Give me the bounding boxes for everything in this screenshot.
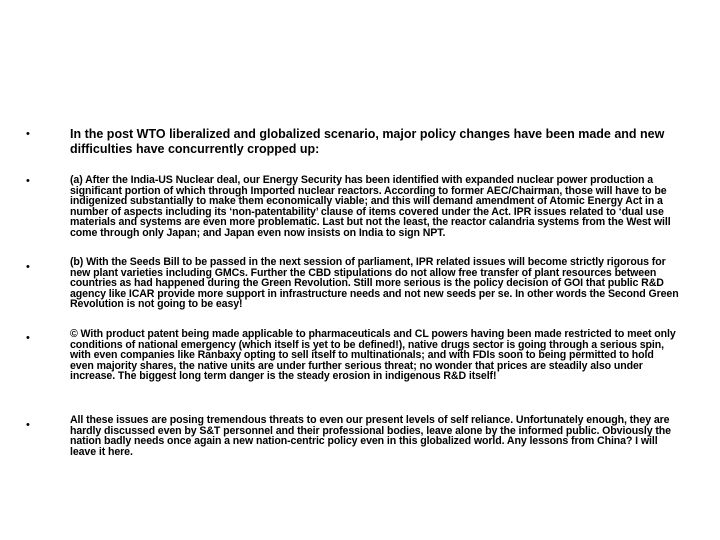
bullet-marker: • [26, 128, 30, 140]
paragraph-text: © With product patent being made applicable to pharmaceuticals and CL powers having been made restricted to meet only conditions of national emergency (which itself is yet to be defined!), native drugs sector is going through a serious spin, with even companies like Ranbaxy opting to sell itself to multinationals; and with FDIs soon to being permitted to hold even majority shares, the native units are under further serious threat; no wonder that prices are steadily also under increase. The biggest long term danger is the steady erosion in indigenous R&D itself! [70, 328, 676, 383]
intro-paragraph: In the post WTO liberalized and globalized scenario, major policy changes have been made and new difficulties have concurrently cropped up: [70, 127, 665, 156]
paragraph-text: All these issues are posing tremendous threats to even our present levels of self reliance. Unfortunately enough, they are hardly discussed even by S&T personnel and their professional bodies, leave alone by the informed public. Obviously the nation badly needs once again a new nation-centric policy even in this globalized world. Any lessons from China? I will leave it here. [70, 414, 671, 458]
paragraph-conclusion [70, 415, 680, 457]
paragraph-text: (b) With the Seeds Bill to be passed in the next session of parliament, IPR related issues will become strictly rigorous for new plant varieties including GMCs. Further the CBD stipulations do not allow free transfer of plant resources between countries as had happened during the Green Revolution. Still more serious is the policy decision of GOI that public R&D agency like ICAR provide more support in infrastructure needs and not new seeds per se. In other words the Second Green Revolution is not going to be easy! [70, 256, 679, 311]
bullet-marker: • [26, 175, 30, 187]
paragraph-text: (a) After the India-US Nuclear deal, our Energy Security has been identified with expanded nuclear power production a significant portion of which through Imported nuclear reactors. According to former AEC/Chairman, those will have to be indigenized substantially to make them economically viable; and this will demand amendment of Atomic Energy Act in a number of aspects including its ‘non-patentability’ clause of items covered under the Act. IPR issues related to ‘dual use materials and systems are even more problematic. Last but not the least, the reactor calandria systems from the West will come through only Japan; and Japan even now insists on India to sign NPT. [70, 174, 671, 239]
paragraph-pharmaceuticals [70, 329, 680, 382]
bullet-marker: • [26, 419, 30, 431]
paragraph-seeds-bill [70, 257, 680, 310]
bullet-marker: • [26, 261, 30, 273]
paragraph-nuclear-energy [70, 175, 680, 239]
bullet-marker: • [26, 332, 30, 344]
